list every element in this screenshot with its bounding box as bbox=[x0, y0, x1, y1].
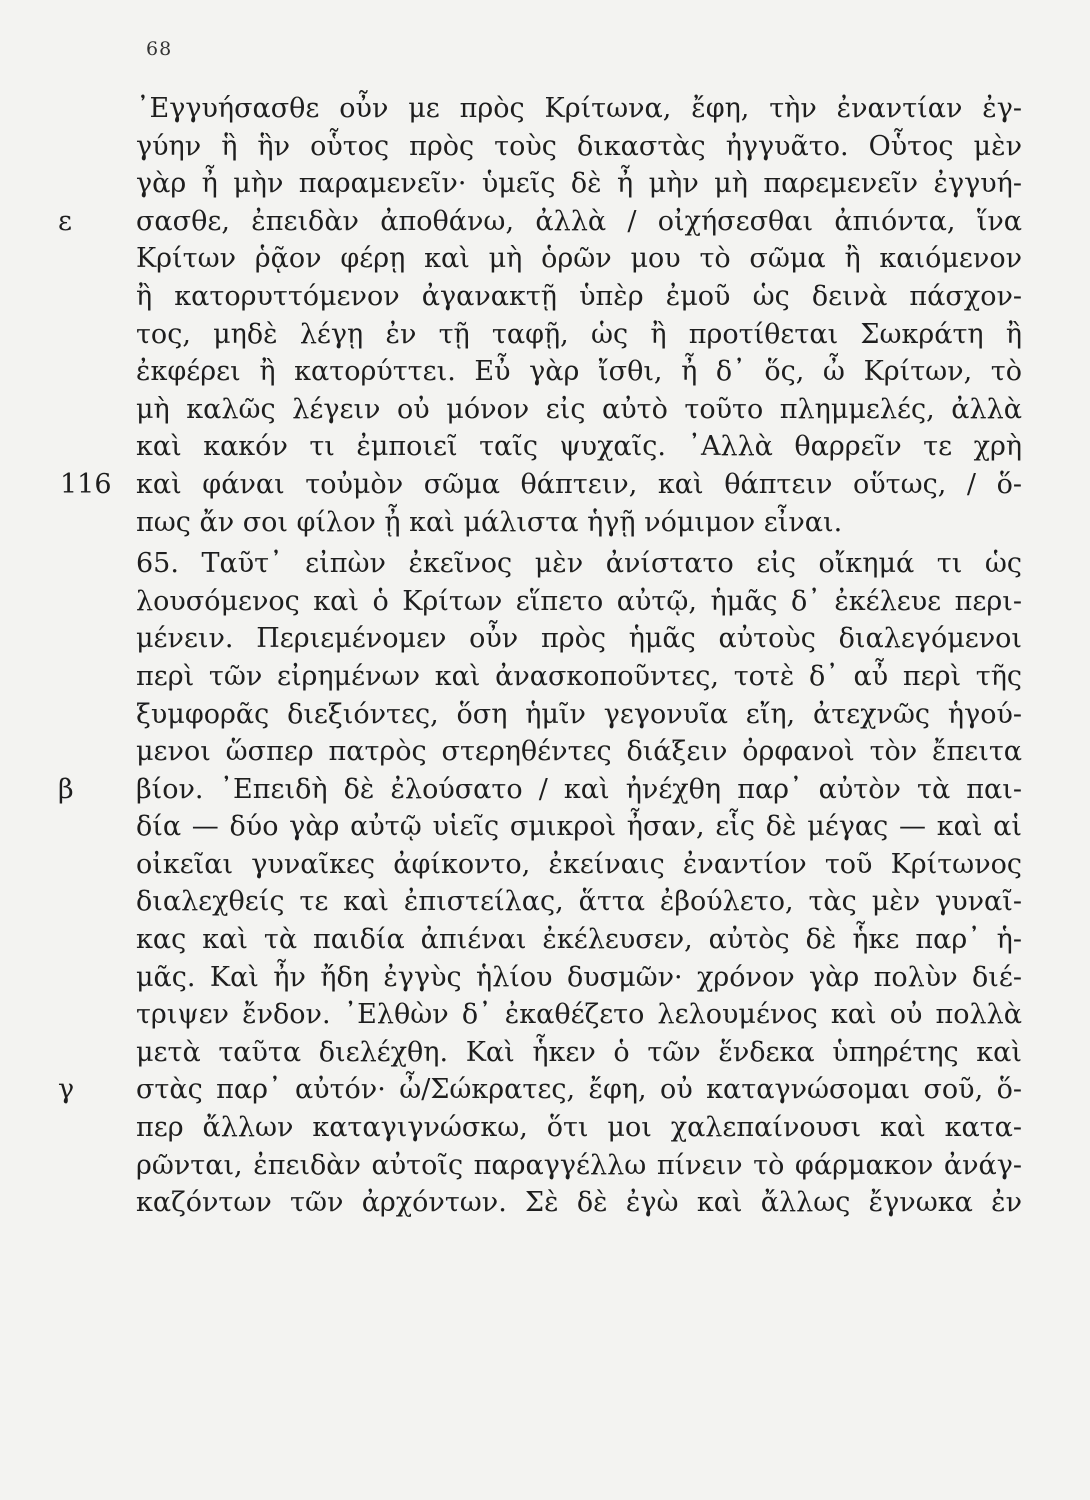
text-line: κας καὶ τὰ παιδία ἀπιέναι ἐκέλευσεν, αὐτὸς δὲ ἧκε παρ᾿ ἡ- bbox=[136, 924, 1022, 956]
margin-marker-116: 116 bbox=[60, 468, 112, 500]
text-line: πως ἄν σοι φίλον ᾖ καὶ μάλιστα ἡγῇ νόμιμον εἶναι. bbox=[136, 506, 843, 538]
text-line-with-margin bbox=[58, 1071, 1022, 1109]
text-line-with-margin bbox=[60, 466, 1022, 504]
text-line: γὰρ ἦ μὴν παραμενεῖν· ὑμεῖς δὲ ἦ μὴν μὴ παρεμενεῖν ἐγγυή- bbox=[136, 168, 1022, 200]
text-line: περὶ τῶν εἰρημένων καὶ ἀνασκοποῦντες, τοτὲ δ᾿ αὖ περὶ τῆς bbox=[136, 660, 1022, 692]
text-line: λουσόμενος καὶ ὁ Κρίτων εἵπετο αὐτῷ, ἡμᾶς δ᾿ ἐκέλευε περι- bbox=[136, 585, 1022, 617]
text-line: δία — δύο γὰρ αὐτῷ υἱεῖς σμικροὶ ἦσαν, εἷς δὲ μέγας — καὶ αἱ bbox=[136, 811, 1022, 843]
margin-marker-g: γ bbox=[58, 1074, 75, 1106]
text-line: τριψεν ἔνδον. ᾿Ελθὼν δ᾿ ἐκαθέζετο λελουμένος καὶ οὐ πολλὰ bbox=[136, 999, 1022, 1031]
text-line: Κρίτων ῥᾷον φέρῃ καὶ μὴ ὁρῶν μου τὸ σῶμα ἢ καιόμενον bbox=[136, 243, 1022, 275]
body-text bbox=[58, 90, 1022, 1222]
text-line: ἐκφέρει ἢ κατορύττει. Εὖ γὰρ ἴσθι, ἦ δ᾿ ὅς, ὦ Κρίτων, τὸ bbox=[136, 356, 1022, 388]
text-line: μένειν. Περιεμένομεν οὖν πρὸς ἡμᾶς αὐτοὺς διαλεγόμενοι bbox=[136, 623, 1022, 655]
text-line-with-margin bbox=[58, 203, 1022, 241]
text-line: βίον. ᾿Επειδὴ δὲ ἐλούσατο / καὶ ἠνέχθη παρ᾿ αὐτὸν τὰ παι- bbox=[136, 773, 1022, 805]
text-line: περ ἄλλων καταγιγνώσκω, ὅτι μοι χαλεπαίνουσι καὶ κατα- bbox=[136, 1112, 1022, 1144]
margin-marker-b: β bbox=[58, 773, 74, 805]
text-line: διαλεχθείς τε καὶ ἐπιστείλας, ἅττα ἐβούλετο, τὰς μὲν γυναῖ- bbox=[136, 886, 1022, 918]
text-line: ρῶνται, ἐπειδὰν αὐτοῖς παραγγέλλω πίνειν τὸ φάρμακον ἀνάγ- bbox=[136, 1149, 1022, 1181]
text-line: μενοι ὥσπερ πατρὸς στερηθέντες διάξειν ὀρφανοὶ τὸν ἔπειτα bbox=[136, 736, 1022, 768]
text-line-with-margin bbox=[58, 771, 1022, 809]
text-line: γύην ἣ ἣν οὗτος πρὸς τοὺς δικαστὰς ἠγγυᾶτο. Οὗτος μὲν bbox=[136, 130, 1022, 162]
page-number: 68 bbox=[146, 38, 173, 60]
text-line: καζόντων τῶν ἀρχόντων. Σὲ δὲ ἐγὼ καὶ ἄλλως ἔγνωκα ἐν bbox=[136, 1187, 1022, 1219]
text-line: καὶ φάναι τοὐμὸν σῶμα θάπτειν, καὶ θάπτειν οὕτως, / ὅ- bbox=[136, 468, 1022, 500]
text-line: μᾶς. Καὶ ἦν ἤδη ἐγγὺς ἡλίου δυσμῶν· χρόνον γὰρ πολὺν διέ- bbox=[136, 961, 1022, 993]
text-line: καὶ κακόν τι ἐμποιεῖ ταῖς ψυχαῖς. ᾿Αλλὰ θαρρεῖν τε χρὴ bbox=[136, 431, 1022, 463]
text-line: τος, μηδὲ λέγῃ ἐν τῇ ταφῇ, ὡς ἢ προτίθεται Σωκράτη ἢ bbox=[136, 318, 1022, 350]
text-line: μετὰ ταῦτα διελέχθη. Καὶ ἧκεν ὁ τῶν ἕνδεκα ὑπηρέτης καὶ bbox=[136, 1036, 1022, 1068]
text-line: σασθε, ἐπειδὰν ἀποθάνω, ἀλλὰ / οἰχήσεσθαι ἀπιόντα, ἵνα bbox=[136, 205, 1022, 237]
text-line: 65. Ταῦτ᾿ εἰπὼν ἐκεῖνος μὲν ἀνίστατο εἰς οἴκημά τι ὡς bbox=[136, 548, 1022, 580]
text-line: στὰς παρ᾿ αὐτόν· ὦ/Σώκρατες, ἔφη, οὐ καταγνώσομαι σοῦ, ὅ- bbox=[136, 1074, 1022, 1106]
text-line: ᾿Εγγυήσασθε οὖν με πρὸς Κρίτωνα, ἔφη, τὴν ἐναντίαν ἐγ- bbox=[136, 93, 1022, 124]
text-line: οἰκεῖαι γυναῖκες ἀφίκοντο, ἐκείναις ἐναντίον τοῦ Κρίτωνος bbox=[136, 848, 1022, 880]
margin-marker-e: ε bbox=[58, 205, 72, 237]
text-line: μὴ καλῶς λέγειν οὐ μόνον εἰς αὐτὸ τοῦτο πλημμελές, ἀλλὰ bbox=[136, 393, 1022, 425]
text-line: ξυμφορᾶς διεξιόντες, ὅση ἡμῖν γεγονυῖα εἴη, ἀτεχνῶς ἡγού- bbox=[136, 698, 1022, 730]
text-line: ἢ κατορυττόμενον ἀγανακτῇ ὑπὲρ ἐμοῦ ὡς δεινὰ πάσχον- bbox=[136, 280, 1022, 312]
